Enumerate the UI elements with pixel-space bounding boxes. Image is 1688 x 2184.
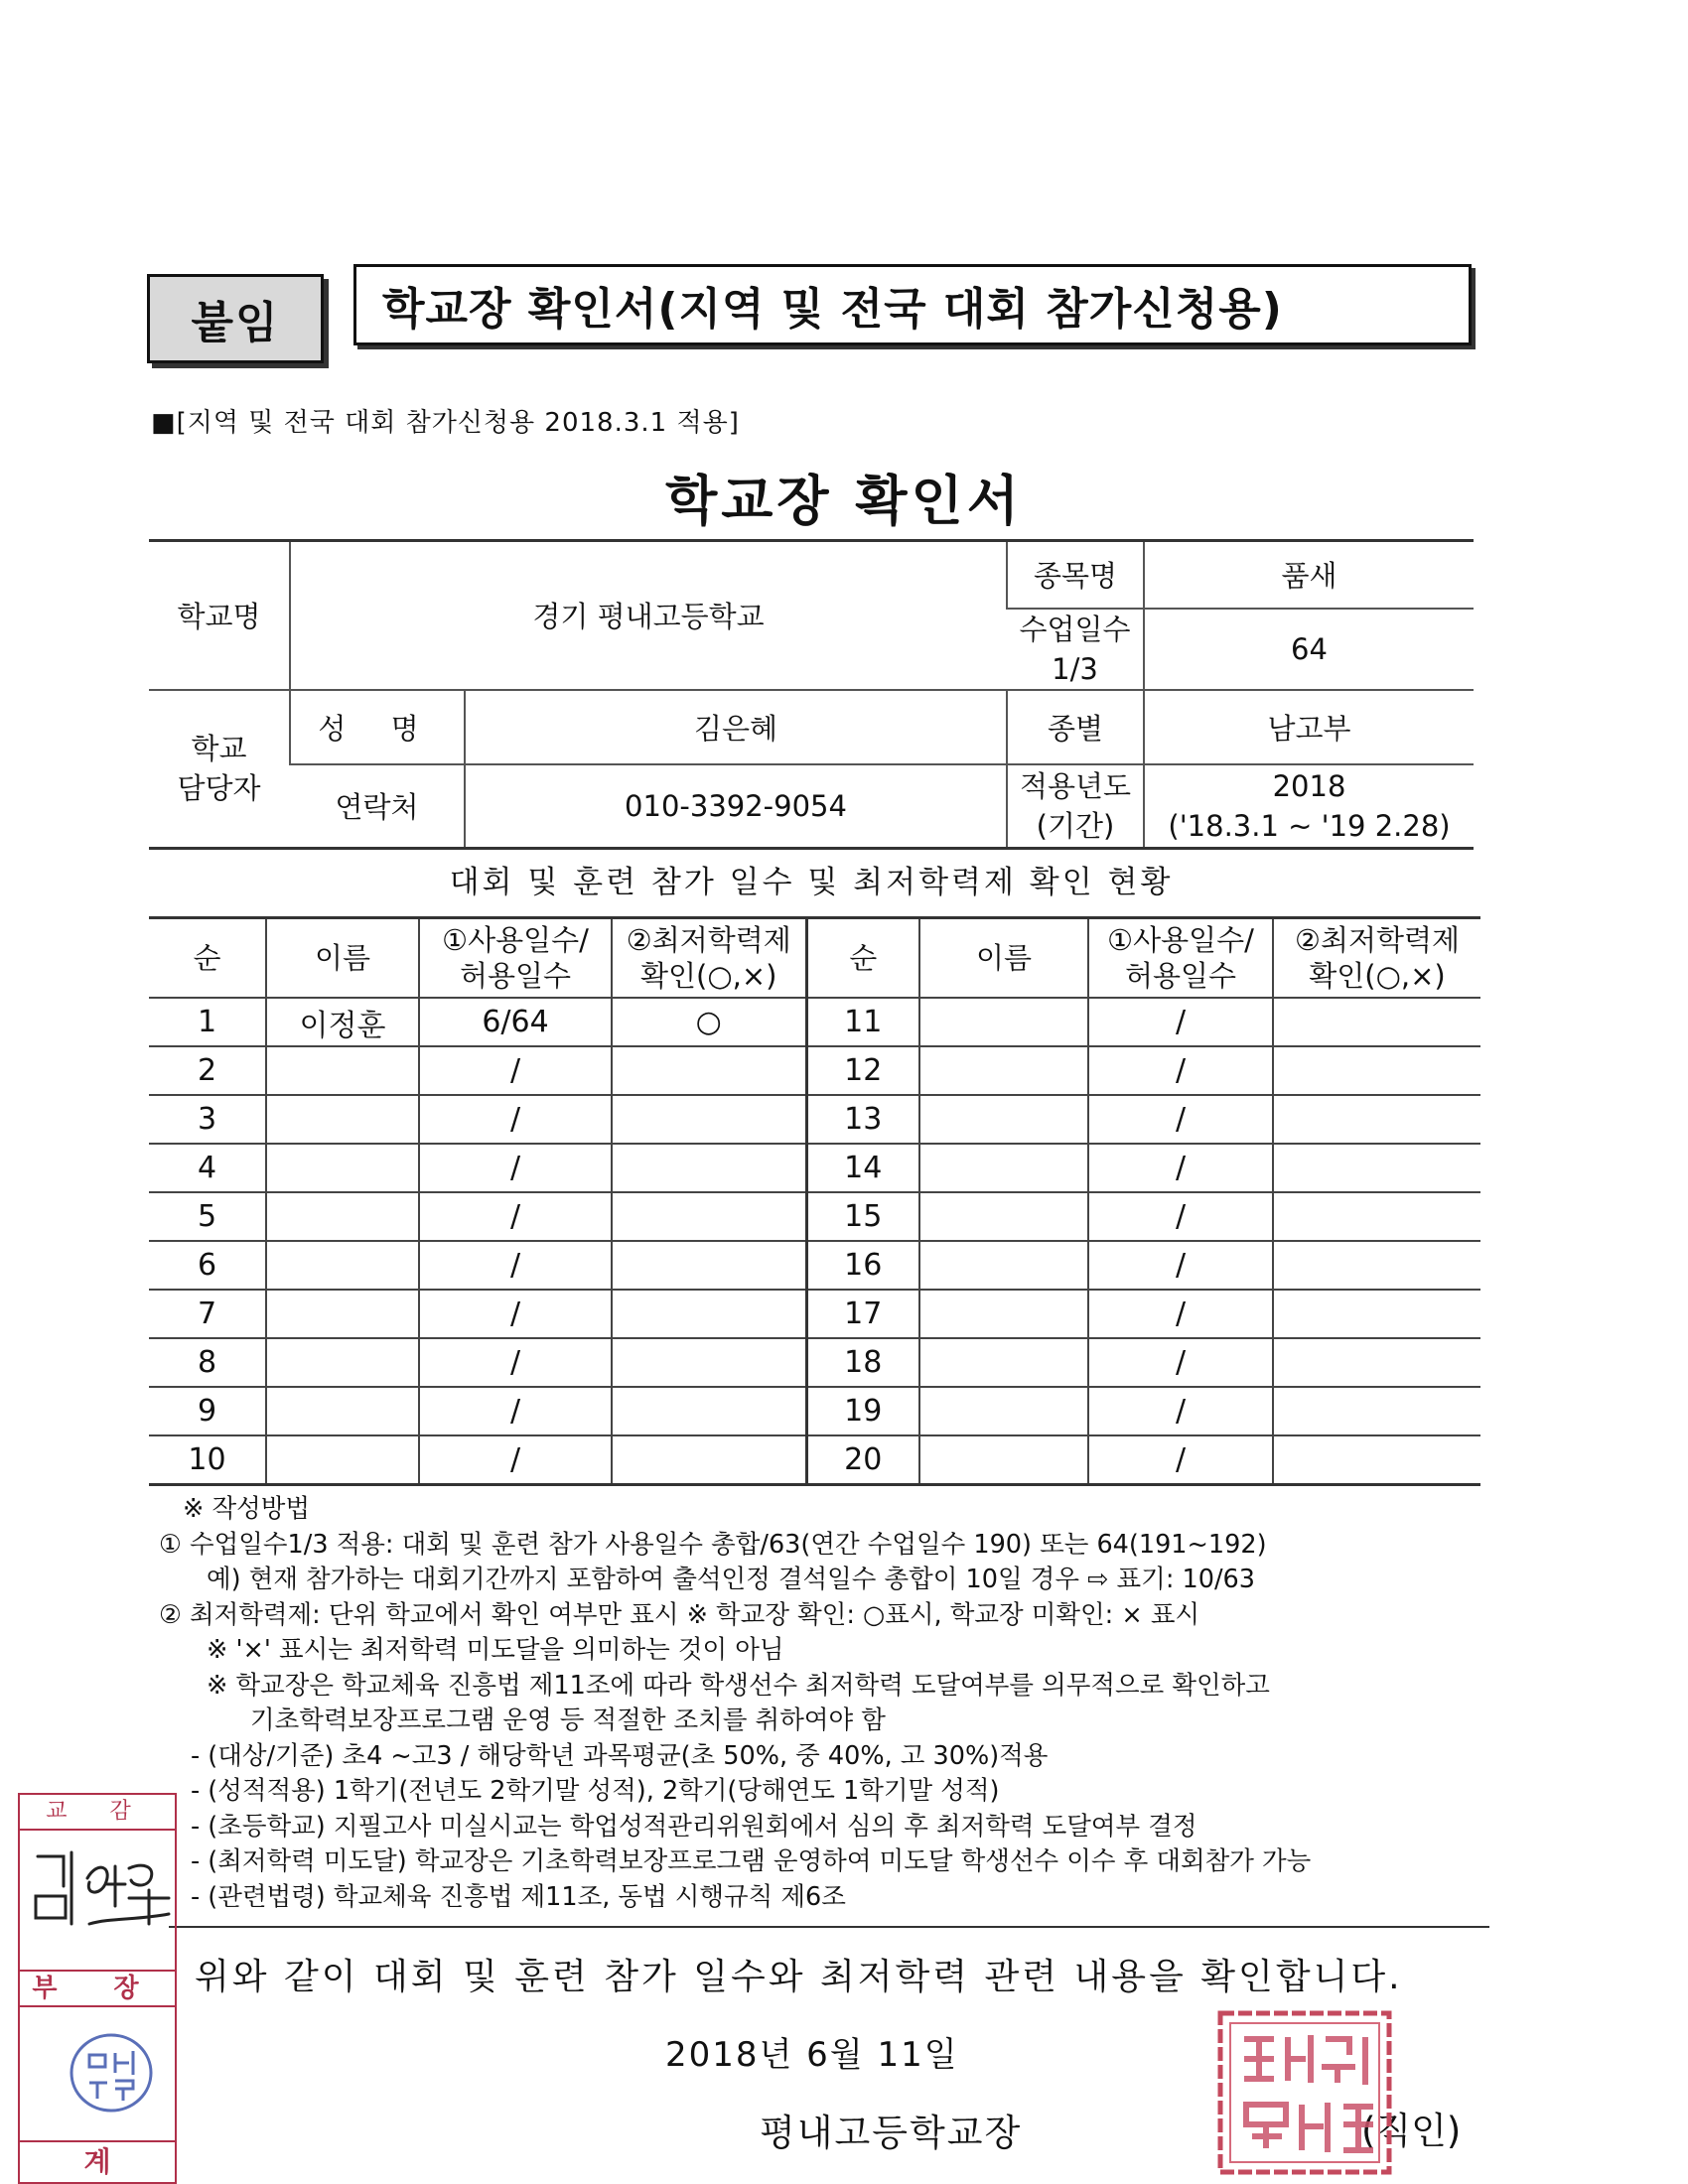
header-min-right-line2: 확인(○,×): [1309, 959, 1446, 993]
class-days-label-line2: 1/3: [1052, 651, 1098, 686]
row-no-right: 20: [806, 1435, 919, 1485]
official-seal-label: (직인): [1361, 2110, 1462, 2152]
row-name: [266, 1241, 419, 1290]
header-min-academic-right: [1273, 918, 1480, 999]
row-min-check: [612, 1095, 806, 1144]
row-no: 8: [149, 1338, 266, 1387]
row-used-days: /: [419, 1387, 612, 1435]
personal-seal-icon: [68, 2029, 155, 2116]
row-no-right: 18: [806, 1338, 919, 1387]
row-name-right: [919, 1338, 1088, 1387]
table-row: [149, 1387, 1480, 1435]
notes-heading: ※ 작성방법: [183, 1494, 311, 1524]
applicability-note: ■[지역 및 전국 대회 참가신청용 2018.3.1 적용]: [151, 408, 740, 438]
row-min-check-right: [1273, 1241, 1480, 1290]
header-used-right-line2: 허용일수: [1124, 959, 1237, 993]
row-name-right: [919, 1387, 1088, 1435]
class-days-label: [1007, 609, 1144, 690]
row-no-right: 14: [806, 1144, 919, 1192]
row-used-days: /: [419, 1192, 612, 1241]
row-min-check-right: [1273, 1290, 1480, 1338]
header-name-right: 이름: [919, 918, 1088, 999]
header-used-line2: 허용일수: [459, 959, 572, 993]
row-name: [266, 1144, 419, 1192]
approval-dept-head-label: 부 장: [20, 1970, 175, 2007]
type-label: 종별: [1007, 690, 1144, 764]
row-used-days: /: [419, 1290, 612, 1338]
table-row: [149, 1144, 1480, 1192]
row-min-check: [612, 1338, 806, 1387]
note-dash-2: - (성적적용) 1학기(전년도 2학기말 성적), 2학기(당해연도 1학기말 성적): [191, 1776, 1000, 1806]
row-min-check: [612, 1290, 806, 1338]
writing-instructions: [159, 1492, 1489, 1915]
row-name: [266, 1046, 419, 1095]
row-no-right: 16: [806, 1241, 919, 1290]
row-name: [266, 1095, 419, 1144]
note-dash-5: - (관련법령) 학교체육 진흥법 제11조, 동법 시행규칙 제6조: [191, 1881, 846, 1912]
header-min-line1: ②최저학력제: [626, 922, 791, 957]
header-min-line2: 확인(○,×): [640, 959, 777, 993]
class-days-value: 64: [1144, 609, 1474, 690]
participation-table: [149, 916, 1480, 1486]
row-used-days-right: /: [1088, 1095, 1273, 1144]
divider: [169, 1926, 1489, 1928]
year-label-line2: (기간): [1036, 808, 1115, 843]
row-min-check-right: [1273, 1095, 1480, 1144]
header-title: 학교장 확인서(지역 및 전국 대회 참가신청용): [353, 264, 1472, 345]
row-used-days-right: /: [1088, 1192, 1273, 1241]
header-used-right-line1: ①사용일수/: [1107, 922, 1254, 957]
row-used-days-right: /: [1088, 1435, 1273, 1485]
row-name-right: [919, 1046, 1088, 1095]
row-no: 7: [149, 1290, 266, 1338]
school-info-table: [149, 539, 1474, 850]
contact-value: 010-3392-9054: [465, 764, 1007, 849]
row-no: 6: [149, 1241, 266, 1290]
note-dash-4: - (최저학력 미도달) 학교장은 기초학력보장프로그램 운영하여 미도달 학생선수 이수 후 대회참가 가능: [191, 1846, 1312, 1876]
row-no-right: 11: [806, 998, 919, 1046]
class-days-label-line1: 수업일수: [1019, 612, 1131, 646]
row-min-check-right: [1273, 1046, 1480, 1095]
row-used-days-right: /: [1088, 1144, 1273, 1192]
row-name-right: [919, 1435, 1088, 1485]
note-1: ① 수업일수1/3 적용: 대회 및 훈련 참가 사용일수 총합/63(연간 수업일수 190) 또는 64(191~192): [159, 1529, 1267, 1560]
header-no-right: 순: [806, 918, 919, 999]
approval-vice-principal-label: 교 감: [20, 1795, 175, 1831]
type-value: 남고부: [1144, 690, 1474, 764]
row-min-check-right: [1273, 998, 1480, 1046]
approval-stamp-box: [18, 1793, 177, 2184]
row-used-days: /: [419, 1338, 612, 1387]
row-used-days: /: [419, 1095, 612, 1144]
note-1-example: 예) 현재 참가하는 대회기간까지 포함하여 출석인정 결석일수 총합이 10일 경우 ⇨ 표기: 10/63: [207, 1565, 1255, 1594]
row-used-days: /: [419, 1144, 612, 1192]
row-min-check: [612, 1192, 806, 1241]
year-label: [1007, 764, 1144, 849]
staff-label: [149, 690, 290, 849]
section-title: 대회 및 훈련 참가 일수 및 최저학력제 확인 현황: [449, 865, 1174, 900]
year-value: [1144, 764, 1474, 849]
row-min-check: [612, 1046, 806, 1095]
staff-label-line1: 학교: [191, 732, 247, 766]
row-no: 4: [149, 1144, 266, 1192]
row-name: [266, 1338, 419, 1387]
row-min-check: [612, 1144, 806, 1192]
header-min-right-line1: ②최저학력제: [1294, 922, 1461, 957]
year-value-line1: 2018: [1272, 768, 1346, 803]
table-row: [149, 1435, 1480, 1485]
year-value-line2: ('18.3.1 ~ '19 2.28): [1168, 808, 1451, 843]
row-name: [266, 1192, 419, 1241]
table-row: [149, 1290, 1480, 1338]
note-2b-cont: 기초학력보장프로그램 운영 등 적절한 조치를 취하여야 함: [250, 1706, 886, 1735]
school-label: 학교명: [149, 541, 290, 690]
row-used-days: 6/64: [419, 998, 612, 1046]
school-seal-stamp-icon: [1216, 2007, 1395, 2176]
row-min-check-right: [1273, 1338, 1480, 1387]
row-name-right: [919, 1241, 1088, 1290]
row-name-right: [919, 1144, 1088, 1192]
issue-date: 2018년 6월 11일: [665, 2035, 959, 2075]
principal-title: 평내고등학교장: [760, 2112, 1023, 2154]
note-2b: ※ 학교장은 학교체육 진흥법 제11조에 따라 학생선수 최저학력 도달여부를 의무적으로 확인하고: [207, 1670, 1270, 1701]
header-used-days: [419, 918, 612, 999]
row-used-days-right: /: [1088, 1290, 1273, 1338]
row-used-days: /: [419, 1435, 612, 1485]
school-value: 경기 평내고등학교: [290, 541, 1007, 690]
event-value: 품새: [1144, 541, 1474, 609]
note-dash-1: - (대상/기준) 초4 ~고3 / 해당학년 과목평균(초 50%, 중 40%, 고 30%)적용: [191, 1740, 1049, 1771]
header-used-days-right: [1088, 918, 1273, 999]
row-name-right: [919, 1290, 1088, 1338]
year-label-line1: 적용년도: [1019, 768, 1132, 803]
table-row: [149, 1241, 1480, 1290]
row-name: 이정훈: [266, 998, 419, 1046]
header-used-line1: ①사용일수/: [442, 922, 589, 957]
handwritten-signature-icon: [30, 1839, 179, 1964]
staff-label-line2: 담당자: [177, 771, 261, 806]
row-no-right: 15: [806, 1192, 919, 1241]
row-no: 9: [149, 1387, 266, 1435]
row-used-days-right: /: [1088, 1046, 1273, 1095]
row-no-right: 13: [806, 1095, 919, 1144]
row-no: 10: [149, 1435, 266, 1485]
row-min-check: [612, 1241, 806, 1290]
name-value: 김은혜: [465, 690, 1007, 764]
confirmation-statement: 위와 같이 대회 및 훈련 참가 일수와 최저학력 관련 내용을 확인합니다.: [195, 1957, 1403, 1997]
note-2a: ※ '×' 표시는 최저학력 미도달을 의미하는 것이 아님: [207, 1635, 784, 1665]
row-name-right: [919, 1095, 1088, 1144]
event-label: 종목명: [1007, 541, 1144, 609]
row-used-days: /: [419, 1046, 612, 1095]
attachment-label: 붙임: [147, 274, 324, 363]
row-min-check-right: [1273, 1387, 1480, 1435]
table-row: [149, 1192, 1480, 1241]
row-no: 1: [149, 998, 266, 1046]
row-name-right: [919, 1192, 1088, 1241]
row-name: [266, 1290, 419, 1338]
row-used-days-right: /: [1088, 1241, 1273, 1290]
header-min-academic: [612, 918, 806, 999]
row-no: 2: [149, 1046, 266, 1095]
row-used-days-right: /: [1088, 1338, 1273, 1387]
row-min-check: [612, 1435, 806, 1485]
row-no-right: 12: [806, 1046, 919, 1095]
row-name-right: [919, 998, 1088, 1046]
table-row: [149, 1338, 1480, 1387]
note-dash-3: - (초등학교) 지필고사 미실시교는 학업성적관리위원회에서 심의 후 최저학력 도달여부 결정: [191, 1811, 1197, 1842]
row-min-check-right: [1273, 1435, 1480, 1485]
row-used-days-right: /: [1088, 998, 1273, 1046]
row-no: 5: [149, 1192, 266, 1241]
row-min-check-right: [1273, 1144, 1480, 1192]
row-min-check: [612, 1387, 806, 1435]
row-no-right: 17: [806, 1290, 919, 1338]
row-min-check: ○: [612, 998, 806, 1046]
row-no: 3: [149, 1095, 266, 1144]
note-2: ② 최저학력제: 단위 학교에서 확인 여부만 표시 ※ 학교장 확인: ○표시, 학교장 미확인: × 표시: [159, 1599, 1200, 1630]
contact-label: 연락처: [290, 764, 465, 849]
name-label: 성 명: [290, 690, 465, 764]
table-row: [149, 998, 1480, 1046]
table-row: [149, 1095, 1480, 1144]
table-row: [149, 1046, 1480, 1095]
row-no-right: 19: [806, 1387, 919, 1435]
document-title: 학교장 확인서: [665, 470, 1023, 532]
header-name: 이름: [266, 918, 419, 999]
approval-staff-label: 계: [20, 2140, 175, 2182]
row-name: [266, 1435, 419, 1485]
header-no: 순: [149, 918, 266, 999]
row-name: [266, 1387, 419, 1435]
row-min-check-right: [1273, 1192, 1480, 1241]
row-used-days-right: /: [1088, 1387, 1273, 1435]
table-header-row: [149, 918, 1480, 999]
row-used-days: /: [419, 1241, 612, 1290]
